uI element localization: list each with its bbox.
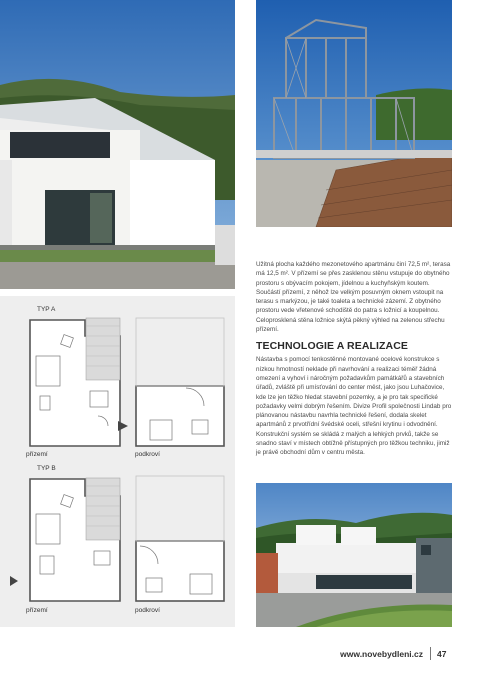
page-number: 47	[437, 649, 447, 659]
article-text	[256, 260, 452, 458]
plan-label-type-a: TYP A	[37, 306, 56, 313]
article-paragraph-1: Užitná plocha každého mezonetového apartmánu činí 72,5 m², terasa má 12,5 m². V přízemí se přes zasklenou stěnu vstupuje do obytného prostoru s obývacím pokojem, jídelnou a kuchyňským koutem. Součástí přízemí, z něhož lze velkým posuvným oknem vstoupit na terasu s markýzou, je také toaleta a technické zázemí. Z obytného prostoru vede vřetenové schodiště do patra s ložnicí a koupelnou. Celoprosklená stěna ložnice skýtá pěkný výhled na zelenou střechu přízemí.	[256, 261, 451, 334]
photo-steel-frame-construction	[256, 0, 452, 227]
plan-label-type-b: TYP B	[37, 465, 56, 472]
plan-label-ground-a: přízemí	[26, 451, 48, 458]
footer-website-url[interactable]: www.novebydleni.cz	[340, 649, 423, 659]
article-paragraph-2: Nástavba s pomocí tenkostěnné montované ocelové konstrukce s nízkou hmotností neklade při navrhování a realizaci téměř žádná omezení a vyhoví i náročným požadavkům památkářů a stavebních úřadů, zvláště při umísťování do center měst, jako jsou Luhačovice, kde lze jen těžko hledat stavební pozemky, a je pro tak specifické požadavky velmi dobrým řešením. Divize Profil společnosti Lindab pro plánovanou nástavbu navrhla technické řešení, dodala skelet apartmánů z prvotřídní švédské oceli, střešní krytinu i odvodnění. Konstrukční systém se skládá z malých a lehkých prvků, takže se snadno staví v místech obtížně přístupných pro těžkou techniku, jimiž je právě obchodní dům v centru města.	[256, 356, 452, 457]
floor-plans-panel	[0, 296, 235, 627]
photo-department-store	[256, 483, 452, 627]
photo-white-house	[0, 0, 235, 289]
plan-label-attic-a: podkroví	[135, 451, 160, 458]
section-heading: TECHNOLOGIE A REALIZACE	[256, 340, 409, 353]
footer-divider	[430, 647, 431, 660]
plan-label-ground-b: přízemí	[26, 607, 48, 614]
plan-label-attic-b: podkroví	[135, 607, 160, 614]
